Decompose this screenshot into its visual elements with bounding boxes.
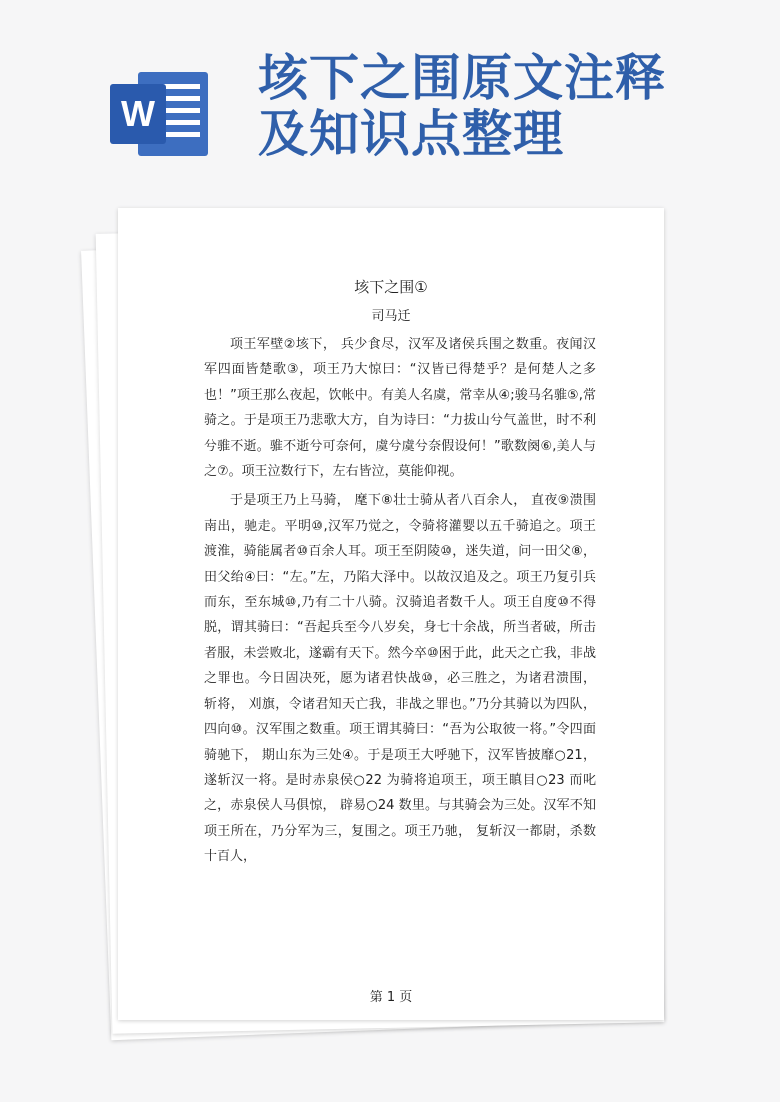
word-document-icon xyxy=(108,66,212,162)
document-body xyxy=(204,332,596,874)
page-number: 第 1 页 xyxy=(369,990,413,1005)
body-paragraph-1: 项王军壁②垓下， 兵少食尽，汉军及诸侯兵围之数重。夜闻汉军四面皆楚歌③，项王乃大惊曰：“汉皆已得楚乎？是何楚人之多也！”项王那么夜起，饮帐中。有美人名虞，常幸从④;骏马名骓⑤,常骑之。于是项王乃悲歌大方，自为诗曰：“力拔山兮气盖世，时不利兮骓不逝。骓不逝兮可奈何，虞兮虞兮奈假设何！”歌数阕⑥,美人与之⑦。项王泣数行下，左右皆泣，莫能仰视。 xyxy=(204,337,596,480)
document-page xyxy=(118,208,664,1020)
page-title-line-2: 及知识点整理 xyxy=(258,104,564,163)
document-author: 司马迁 xyxy=(371,309,411,324)
header-banner xyxy=(0,0,780,200)
page-title-line-1: 垓下之围原文注释 xyxy=(258,48,666,107)
document-page-stack xyxy=(96,208,666,1038)
word-icon-letter: W xyxy=(121,93,155,134)
page-title xyxy=(258,50,728,162)
document-title: 垓下之围① xyxy=(354,278,428,296)
body-paragraph-2: 于是项王乃上马骑， 麾下⑧壮士骑从者八百余人， 直夜⑨溃围南出，驰走。平明⑩,汉军乃觉之，令骑将灌婴以五千骑追之。项王渡淮，骑能属者⑩百余人耳。项王至阴陵⑩，迷失道，问一田父⑧，田父绐④曰：“左。”左，乃陷大泽中。以故汉追及之。项王乃复引兵而东，至东城⑩,乃有二十八骑。汉骑追者数千人。项王自度⑩不得脱，谓其骑曰：“吾起兵至今八岁矣，身七十余战，所当者破，所击者服，未尝败北，遂霸有天下。然今卒⑩困于此，此天之亡我，非战之罪也。今日固决死，愿为诸君快战⑩，必三胜之，为诸君溃围， 斩将， 刈旗，令诸君知天亡我，非战之罪也。”乃分其骑以为四队，四向⑩。汉军围之数重。项王谓其骑曰：“吾为公取彼一将。”令四面骑驰下， 期山东为三处④。于是项王大呼驰下，汉军皆披靡○21，遂斩汉一将。是时赤泉侯○22 为骑将追项王，项王瞋目○23 而叱之，赤泉侯人马俱惊， 辟易○24 数里。与其骑会为三处。汉军不知项王所在，乃分军为三，复围之。项王乃驰， 复斩汉一都尉，杀数十百人， xyxy=(204,493,596,865)
